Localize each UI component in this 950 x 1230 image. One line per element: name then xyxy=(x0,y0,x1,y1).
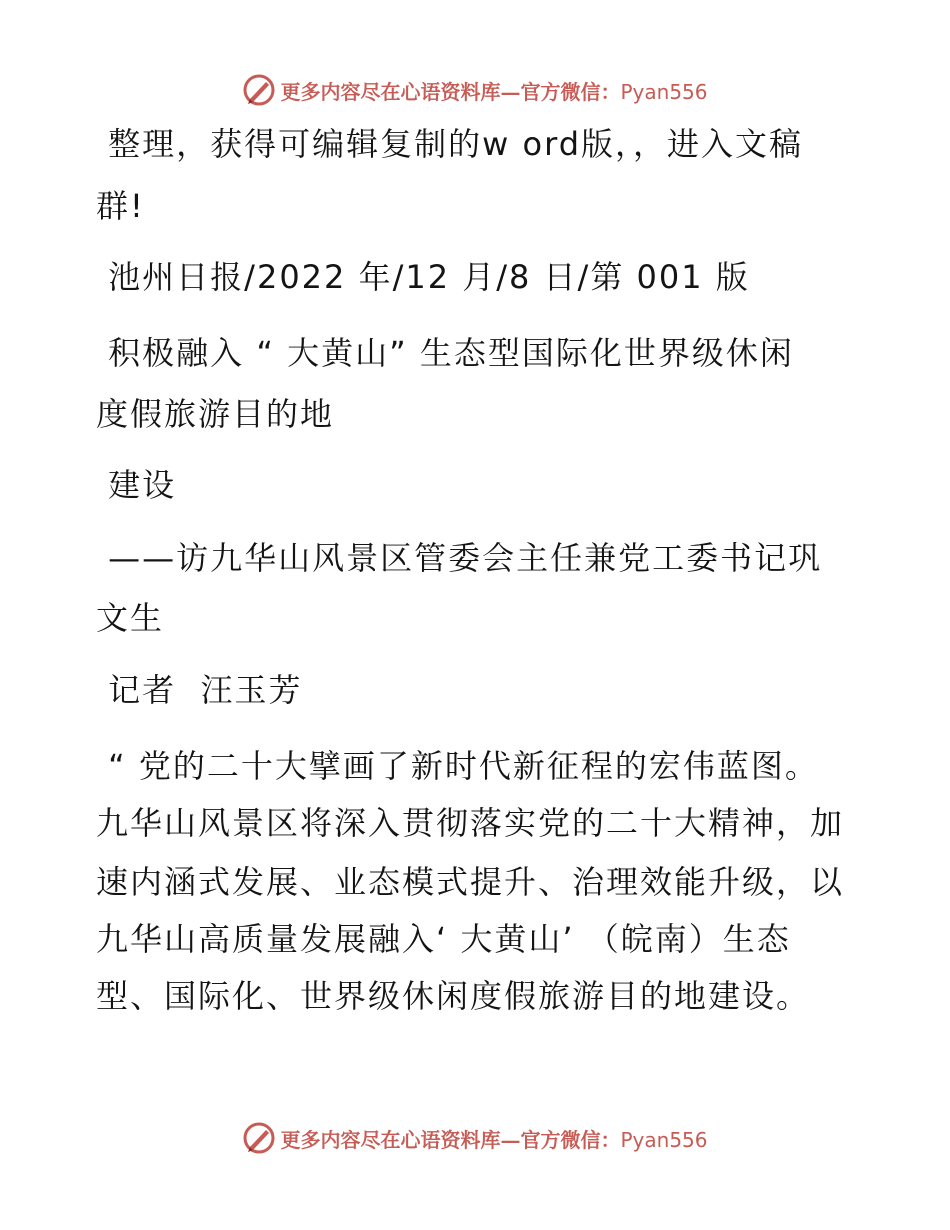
text-line: 整理，获得可编辑复制的w ord版，，进入文稿 xyxy=(96,125,804,163)
pen-logo-icon xyxy=(242,1121,276,1155)
header-watermark xyxy=(0,70,950,110)
pen-logo-icon xyxy=(242,73,276,107)
article-title: 积极融入 “ 大黄山” 生态型国际化世界级休闲 xyxy=(96,334,794,372)
article-title: 度假旅游目的地 xyxy=(96,395,335,433)
text-line: 群! xyxy=(96,187,145,225)
byline: 记者 汪玉芳 xyxy=(96,671,303,709)
body-line: 速内涵式发展、业态模式提升、治理效能升级，以 xyxy=(96,863,845,901)
article-subtitle: 文生 xyxy=(96,599,165,637)
watermark-text: 更多内容尽在心语资料库—官方微信： xyxy=(280,1127,621,1152)
body-line: “ 党的二十大擘画了新时代新征程的宏伟蓝图。 xyxy=(96,747,819,785)
body-line: 型、国际化、世界级休闲度假旅游目的地建设。 xyxy=(96,977,811,1015)
article-subtitle: ——访九华山风景区管委会主任兼党工委书记巩 xyxy=(96,539,823,577)
body-line: 九华山高质量发展融入‘ 大黄山’ （皖南）生态 xyxy=(96,920,791,958)
publication-info: 池州日报/2022 年/12 月/8 日/第 001 版 xyxy=(96,258,750,296)
watermark-id: Pyan556 xyxy=(620,79,708,104)
watermark-text: 更多内容尽在心语资料库—官方微信： xyxy=(280,79,621,104)
body-line: 九华山风景区将深入贯彻落实党的二十大精神，加 xyxy=(96,804,845,842)
footer-watermark xyxy=(0,1118,950,1158)
article-title: 建设 xyxy=(96,466,177,504)
watermark-id: Pyan556 xyxy=(620,1127,708,1152)
